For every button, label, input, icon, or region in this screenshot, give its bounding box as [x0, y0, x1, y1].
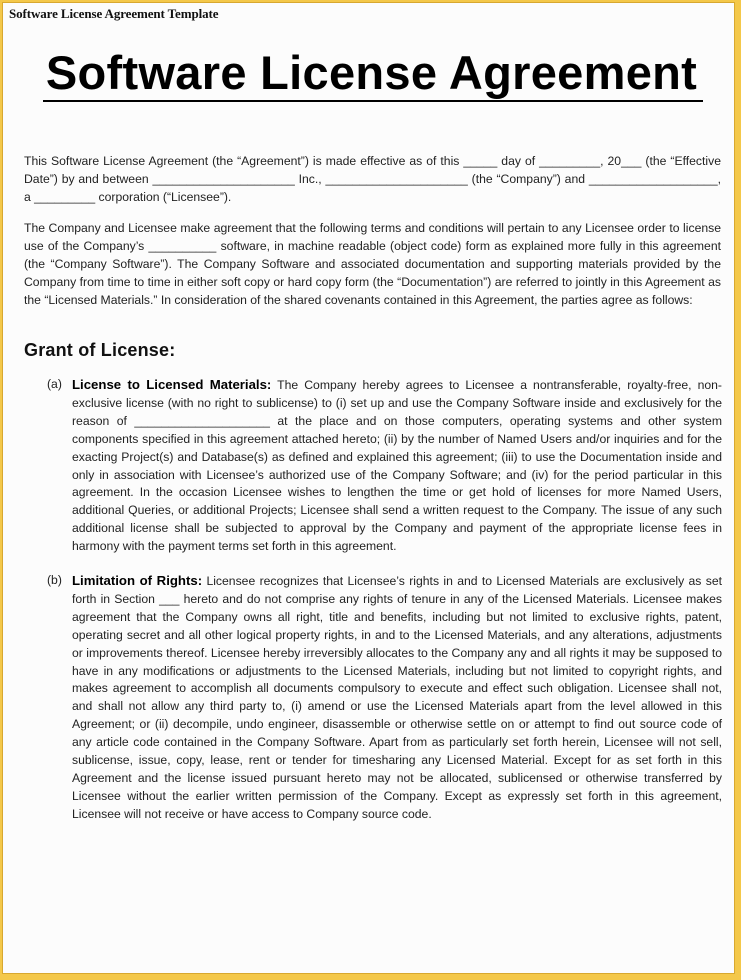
item-content	[72, 572, 722, 824]
intro-paragraph: This Software License Agreement (the “Agreement”) is made effective as of this _____ day of _________, 20___ (the “Effective Date”) by and between _____________________ Inc., _____________________ (the “Company”) and ___________________, a _________ corporation (“Licensee”).	[24, 154, 721, 204]
item-marker: (b)	[47, 573, 62, 587]
item-content	[72, 376, 722, 556]
item-lead: License to Licensed Materials:	[72, 377, 272, 392]
item-text: Licensee recognizes that Licensee’s rights in and to Licensed Materials are exclusively as set forth in Section ___ hereto and do not comprise any rights of tenure in any of the Licensed Materials. Licensee makes agreement that the Company owns all right, title and benefits, including but not limited to exclusive rights, patent, operating secret and all other logical property rights, in and to the Licensed Materials, and any alterations, adjustments or improvements thereof. Licensee hereby irreversibly allocates to the Company any and all rights it may be supposed to have in any modifications or adjustments to the Licensed Materials, including but not limited to copyright rights, and makes agreement to accomplish all documents compulsory to execute and effect such obligation. Licensee shall not, and shall not allow any third party to, (i) amend or use the Licensed Materials apart from the level allowed in this Agreement; or (ii) decompile, undo engineer, disassemble or otherwise settle on or attempt to find out source code of any article code contained in the Company Software. Apart from as particularly set forth herein, Licensee will not sell, sublicense, issue, copy, lease, rent or tender for timesharing any Licensed Material. Except for as set forth in this Agreement and the license issued pursuant hereto may not be allocated, sublicensed or otherwise transferred by Licensee without the earlier written permission of the Company. Except as expressly set forth in this agreement, Licensee will not receive or have access to Company source code.	[72, 574, 722, 821]
document-page	[2, 2, 735, 974]
item-marker: (a)	[47, 377, 62, 391]
document-title: Software License Agreement	[45, 46, 698, 99]
item-lead: Limitation of Rights:	[72, 573, 203, 588]
item-text: The Company hereby agrees to Licensee a nontransferable, royalty-free, non-exclusive license (with no right to sublicense) to (i) set up and use the Company Software inside and exclusively for the reason of ____________________ at the place and on those computers, operating systems and other system components specified in this agreement attached hereto; (ii) by the number of Named Users and/or inquiries and for the exacting Project(s) and Database(s) as defined and explained this agreement; (iii) to use the Documentation inside and only in association with Licensee’s authorized use of the Company Software; and (iv) for the period particular in this agreement. In the occasion Licensee wishes to lengthen the time or get hold of licenses for more Named Users, additional Queries, or additional Projects; Licensee shall send a written request to the Company. The issue of any such additional license shall be subjected to approval by the Company and payment of the appropriate license fees in harmony with the payment terms set forth in this agreement.	[72, 378, 722, 554]
page-label: Software License Agreement Template	[9, 6, 219, 21]
agreement-paragraph: The Company and Licensee make agreement that the following terms and conditions will pertain to any Licensee order to license use of the Company’s __________ software, in machine readable (object code) form as explained more fully in this agreement (the “Company Software”). The Company Software and associated documentation and supporting materials provided by the Company from time to time in either soft copy or hard copy form (the “Documentation”) are referred to jointly in this Agreement as the “Licensed Materials.” In consideration of the shared covenants contained in this Agreement, the parties agree as follows:	[24, 221, 721, 307]
title-underline	[43, 100, 703, 102]
section-heading: Grant of License:	[24, 340, 176, 360]
